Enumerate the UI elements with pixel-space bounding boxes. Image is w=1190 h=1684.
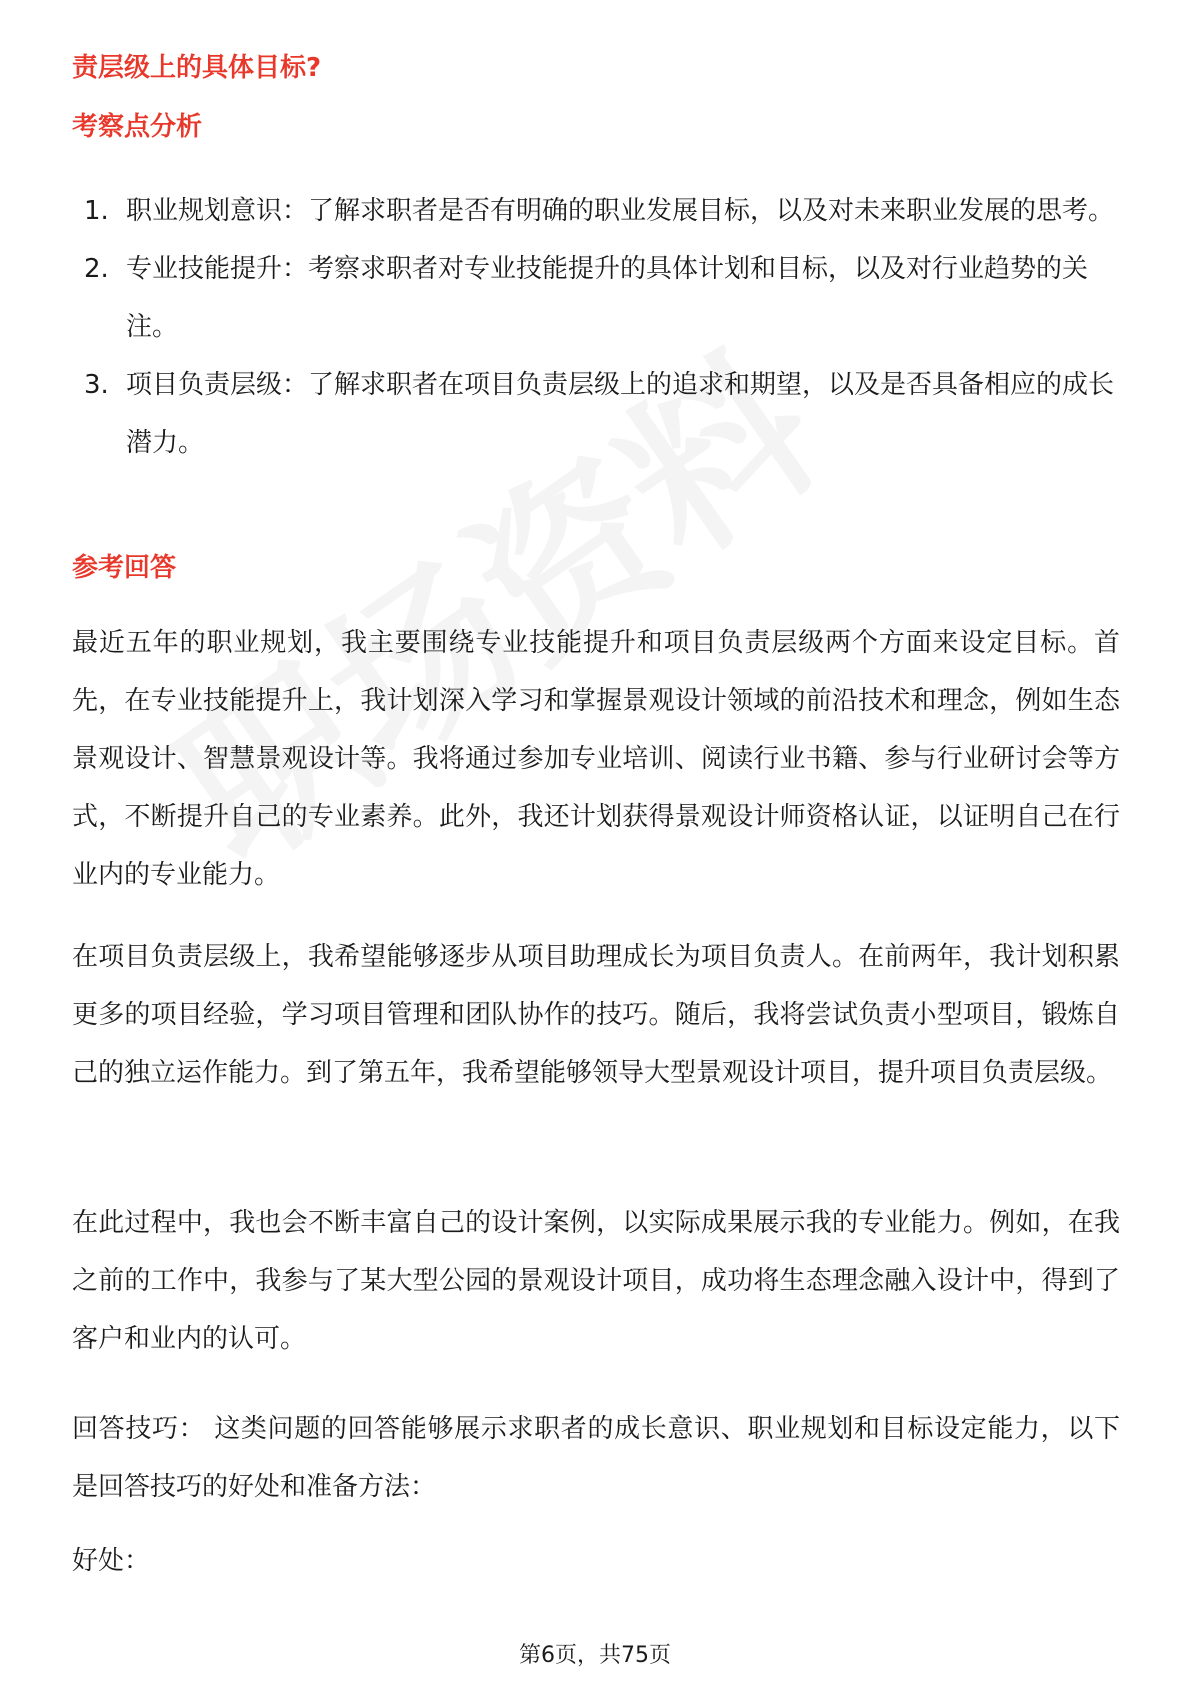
list-text: 专业技能提升：考察求职者对专业技能提升的具体计划和目标，以及对行业趋势的关注。: [126, 254, 1089, 342]
answer-paragraph: 在项目负责层级上，我希望能够逐步从项目助理成长为项目负责人。在前两年，我计划积累更多的项目经验，学习项目管理和团队协作的技巧。随后，我将尝试负责小型项目，锻炼自己的独立运作能力。到了第五年，我希望能够领导大型景观设计项目，提升项目负责层级。: [72, 942, 1120, 1088]
analysis-list: [84, 182, 1124, 472]
list-number: 2.: [84, 254, 109, 284]
list-number: 3.: [84, 370, 109, 400]
benefits-label: 好处：: [72, 1546, 151, 1576]
list-text: 职业规划意识：了解求职者是否有明确的职业发展目标，以及对未来职业发展的思考。: [126, 196, 1115, 226]
answer-paragraph: 在此过程中，我也会不断丰富自己的设计案例，以实际成果展示我的专业能力。例如，在我之前的工作中，我参与了某大型公园的景观设计项目，成功将生态理念融入设计中，得到了客户和业内的认可。: [72, 1208, 1120, 1354]
list-number: 1.: [84, 196, 109, 226]
section-heading-analysis: 考察点分析: [72, 112, 203, 142]
list-item: [84, 182, 1124, 240]
page-footer: 第6页，共75页: [519, 1643, 671, 1668]
tips-paragraph: 回答技巧： 这类问题的回答能够展示求职者的成长意识、职业规划和目标设定能力，以下是回答技巧的好处和准备方法：: [72, 1414, 1120, 1502]
list-text: 项目负责层级：了解求职者在项目负责层级上的追求和期望，以及是否具备相应的成长潜力。: [126, 370, 1115, 458]
section-heading-continued: 责层级上的具体目标?: [72, 53, 322, 83]
section-heading-answer: 参考回答: [72, 553, 177, 583]
list-item: [84, 356, 1124, 472]
list-item: [84, 240, 1124, 356]
answer-paragraph: 最近五年的职业规划，我主要围绕专业技能提升和项目负责层级两个方面来设定目标。首先，在专业技能提升上，我计划深入学习和掌握景观设计领域的前沿技术和理念，例如生态景观设计、智慧景观设计等。我将通过参加专业培训、阅读行业书籍、参与行业研讨会等方式，不断提升自己的专业素养。此外，我还计划获得景观设计师资格认证，以证明自己在行业内的专业能力。: [72, 628, 1120, 890]
